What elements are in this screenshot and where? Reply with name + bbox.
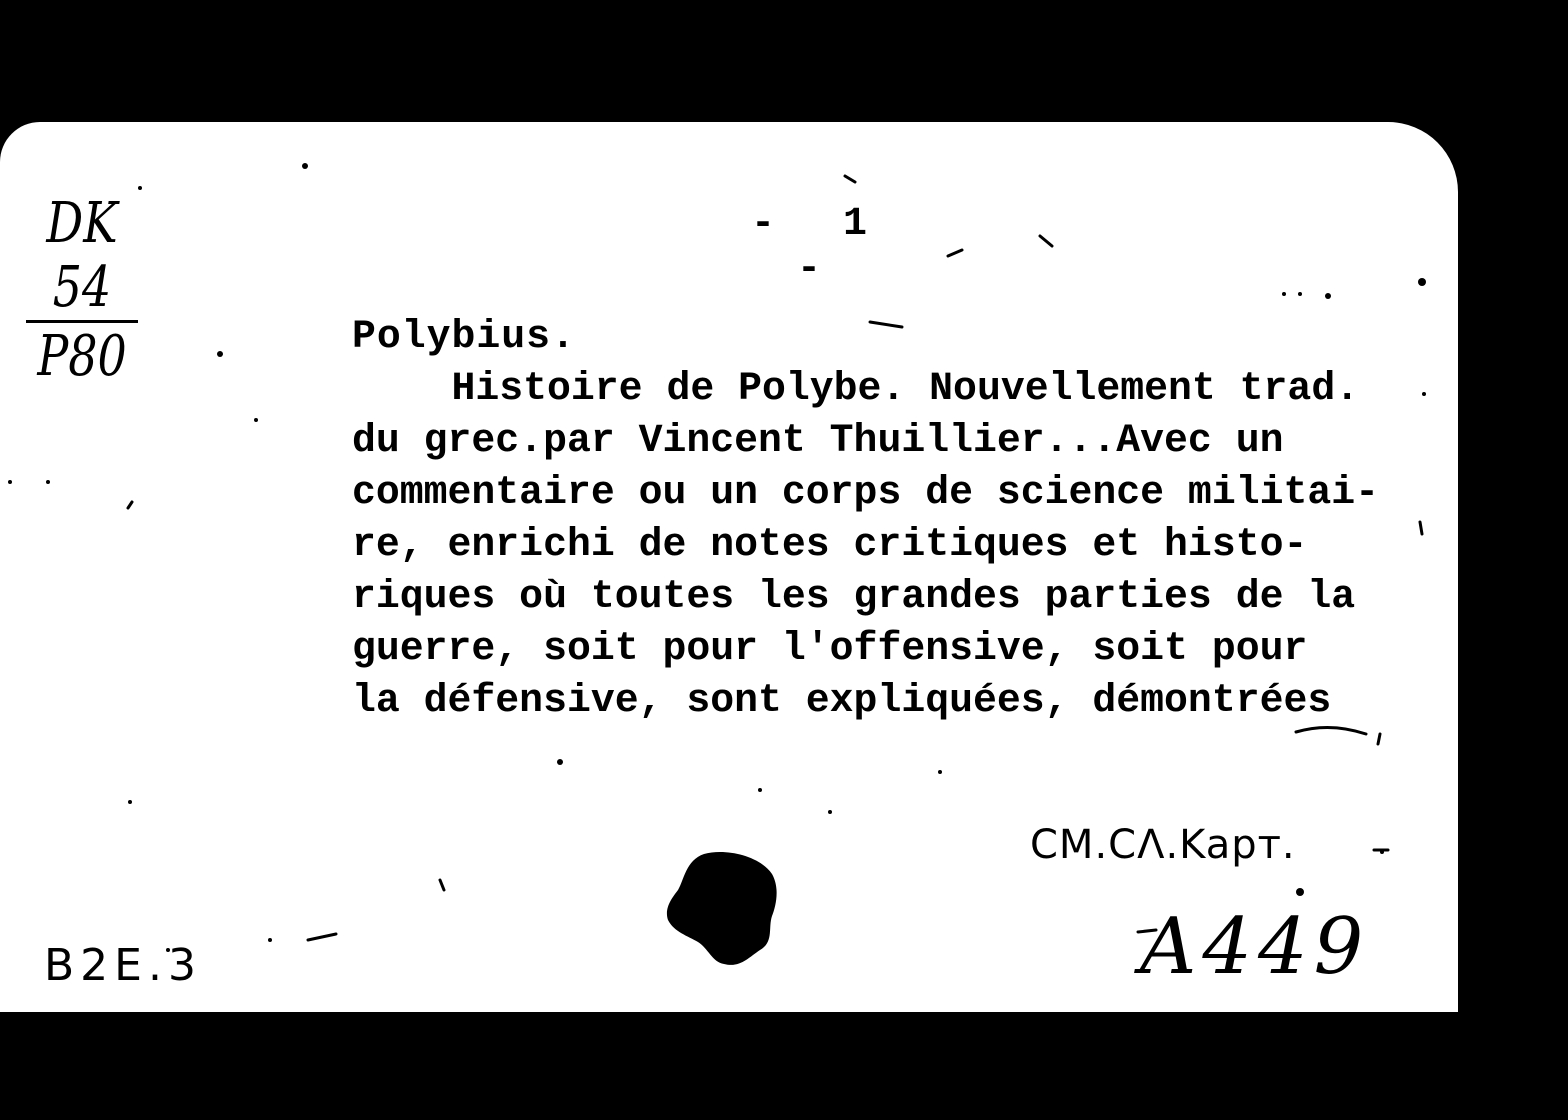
page-number: - 1 -: [750, 202, 889, 292]
typed-entry: [352, 312, 1432, 728]
handwritten-note-shelf: B2E.3: [44, 940, 202, 991]
call-number: [26, 192, 138, 389]
call-number-line-1: DK: [46, 191, 118, 256]
call-number-divider: [26, 320, 138, 323]
entry-line: riques où toutes les grandes parties de la: [352, 575, 1356, 620]
ink-blot: [664, 850, 782, 968]
entry-line: re, enrichi de notes critiques et histo-: [352, 523, 1308, 568]
catalog-card: [0, 122, 1458, 1012]
handwritten-inventory-number: A449: [1140, 902, 1370, 992]
entry-line: du grec.par Vincent Thuillier...Avec un: [352, 419, 1284, 464]
entry-line: guerre, soit pour l'offensive, soit pour: [352, 627, 1308, 672]
entry-line: Histoire de Polybe. Nouvellement trad.: [451, 367, 1360, 412]
call-number-line-3: P80: [37, 324, 127, 389]
call-number-line-2: 54: [52, 255, 112, 320]
entry-line: commentaire ou un corps de science militai-: [352, 471, 1380, 516]
handwritten-note-reference: CM.CΛ.Kapт.: [1030, 822, 1296, 868]
entry-heading: Polybius.: [352, 315, 576, 360]
entry-line: la défensive, sont expliquées, démontrées: [352, 679, 1332, 724]
